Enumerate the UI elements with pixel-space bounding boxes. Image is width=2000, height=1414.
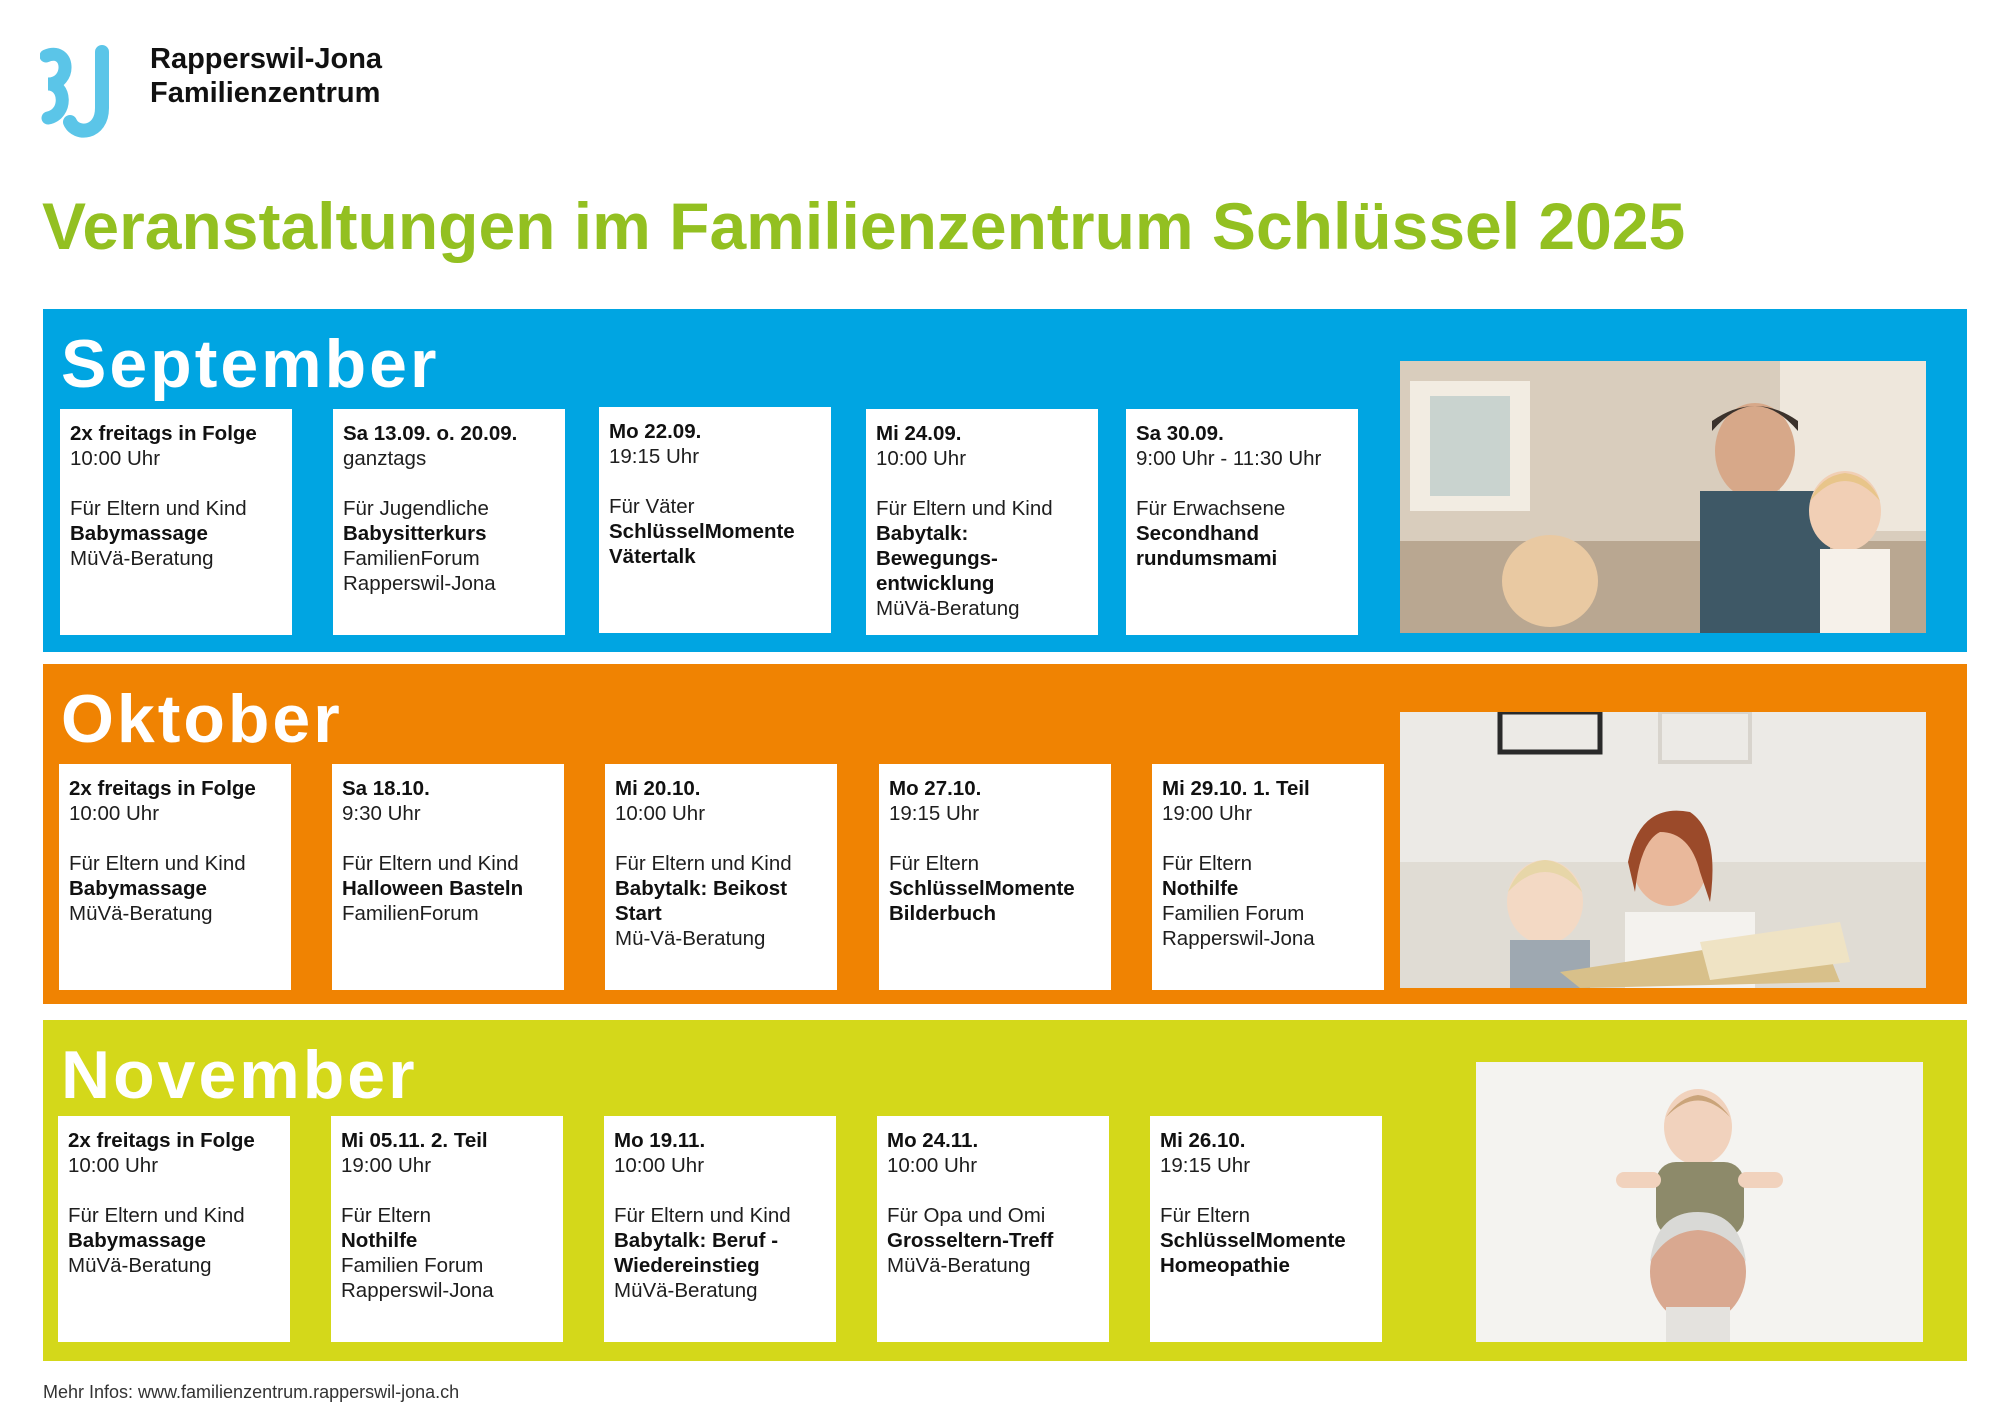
- event-time: 10:00 Uhr: [876, 447, 967, 470]
- event-time: 19:00 Uhr: [341, 1154, 432, 1177]
- event-time: 9:00 Uhr - 11:30 Uhr: [1136, 447, 1322, 470]
- event-date: Mo 22.09.: [609, 420, 702, 443]
- mother-reading-book-photo: [1400, 712, 1926, 988]
- event-time: 19:00 Uhr: [1162, 802, 1253, 825]
- event-date: 2x freitags in Folge: [68, 1129, 255, 1152]
- event-title: Babytalk: Beruf - Wiedereinstieg: [614, 1229, 779, 1277]
- event-time: 10:00 Uhr: [887, 1154, 978, 1177]
- event-title: Halloween Basteln: [342, 877, 524, 900]
- event-host: MüVä-Beratung: [614, 1279, 758, 1302]
- event-audience: Für Eltern und Kind: [70, 497, 247, 520]
- event-time: 10:00 Uhr: [69, 802, 160, 825]
- event-audience: Für Eltern: [889, 852, 979, 875]
- event-date: Mo 19.11.: [614, 1129, 706, 1152]
- event-title: Babytalk: Beikost Start: [615, 877, 788, 925]
- father-feeding-children-photo: [1400, 361, 1926, 633]
- event-time: 19:15 Uhr: [1160, 1154, 1251, 1177]
- event-audience: Für Erwachsene: [1136, 497, 1286, 520]
- event-host: FamilienForum: [343, 547, 480, 570]
- event-date: Mi 29.10. 1. Teil: [1162, 777, 1310, 800]
- event-audience: Für Eltern: [1160, 1204, 1250, 1227]
- month-section-oktober: [43, 664, 1967, 1004]
- event-card: [59, 764, 291, 990]
- event-card: [866, 409, 1098, 635]
- event-audience: Für Eltern und Kind: [69, 852, 246, 875]
- event-date: Sa 30.09.: [1136, 422, 1224, 445]
- event-date: Sa 18.10.: [342, 777, 430, 800]
- event-time: 10:00 Uhr: [614, 1154, 705, 1177]
- event-card: [1152, 764, 1384, 990]
- event-title: SchlüsselMomente Homeopathie: [1160, 1229, 1346, 1277]
- event-title: Babytalk: Bewegungs-entwicklung: [876, 522, 998, 595]
- event-card: [599, 407, 831, 633]
- event-audience: Für Eltern und Kind: [614, 1204, 791, 1227]
- event-time: 10:00 Uhr: [70, 447, 161, 470]
- event-title: SchlüsselMomente Vätertalk: [609, 520, 795, 568]
- event-title: Babysitterkurs: [343, 522, 487, 545]
- event-title: Babymassage: [68, 1229, 206, 1252]
- event-date: 2x freitags in Folge: [69, 777, 256, 800]
- event-card: [877, 1116, 1109, 1342]
- event-time: 19:15 Uhr: [609, 445, 700, 468]
- event-audience: Für Eltern: [341, 1204, 431, 1227]
- event-title: Nothilfe: [1162, 877, 1239, 900]
- event-date: Mi 24.09.: [876, 422, 962, 445]
- event-card: [879, 764, 1111, 990]
- event-host: MüVä-Beratung: [69, 902, 213, 925]
- event-time: 9:30 Uhr: [342, 802, 421, 825]
- event-host-location: Rapperswil-Jona: [341, 1279, 494, 1302]
- month-section-november: [43, 1020, 1967, 1361]
- month-heading: Oktober: [61, 681, 343, 757]
- month-heading: November: [61, 1037, 418, 1113]
- event-audience: Für Eltern und Kind: [68, 1204, 245, 1227]
- month-section-september: [43, 309, 1967, 652]
- event-host: Mü-Vä-Beratung: [615, 927, 766, 950]
- page-title: Veranstaltungen im Familienzentrum Schlüssel 2025: [42, 189, 1686, 263]
- event-host: MüVä-Beratung: [887, 1254, 1031, 1277]
- event-title: Secondhand rundumsmami: [1136, 522, 1278, 570]
- event-time: 19:15 Uhr: [889, 802, 980, 825]
- event-card: [1150, 1116, 1382, 1342]
- event-title: Babymassage: [70, 522, 208, 545]
- footer-info: Mehr Infos: www.familienzentrum.rapperswil-jona.ch: [43, 1382, 460, 1402]
- event-title: Grosseltern-Treff: [887, 1229, 1054, 1252]
- event-audience: Für Eltern und Kind: [876, 497, 1053, 520]
- event-date: Sa 13.09. o. 20.09.: [343, 422, 518, 445]
- event-date: Mo 24.11.: [887, 1129, 979, 1152]
- event-host: Familien Forum: [1162, 902, 1305, 925]
- org-line-2: Familienzentrum: [150, 77, 381, 109]
- event-date: 2x freitags in Folge: [70, 422, 257, 445]
- event-host: FamilienForum: [342, 902, 479, 925]
- event-card: [604, 1116, 836, 1342]
- organization-name: [150, 42, 382, 110]
- event-card: [1126, 409, 1358, 635]
- event-audience: Für Väter: [609, 495, 695, 518]
- month-heading: September: [61, 326, 440, 402]
- event-title: Nothilfe: [341, 1229, 418, 1252]
- event-title: Babymassage: [69, 877, 207, 900]
- event-card: [331, 1116, 563, 1342]
- event-date: Mi 20.10.: [615, 777, 701, 800]
- event-card: [332, 764, 564, 990]
- event-audience: Für Eltern und Kind: [615, 852, 792, 875]
- event-date: Mo 27.10.: [889, 777, 982, 800]
- event-time: ganztags: [343, 447, 427, 470]
- event-title: SchlüsselMomente Bilderbuch: [889, 877, 1075, 925]
- event-host: Familien Forum: [341, 1254, 484, 1277]
- event-time: 10:00 Uhr: [68, 1154, 159, 1177]
- event-audience: Für Eltern und Kind: [342, 852, 519, 875]
- event-audience: Für Eltern: [1162, 852, 1252, 875]
- event-host: MüVä-Beratung: [68, 1254, 212, 1277]
- event-card: [58, 1116, 290, 1342]
- grandfather-with-baby-photo: [1476, 1062, 1923, 1342]
- event-date: Mi 05.11. 2. Teil: [341, 1129, 488, 1152]
- event-card: [333, 409, 565, 635]
- event-audience: Für Opa und Omi: [887, 1204, 1046, 1227]
- event-card: [60, 409, 292, 635]
- event-audience: Für Jugendliche: [343, 497, 489, 520]
- event-date: Mi 26.10.: [1160, 1129, 1246, 1152]
- event-card: [605, 764, 837, 990]
- event-host: MüVä-Beratung: [70, 547, 214, 570]
- event-host-location: Rapperswil-Jona: [343, 572, 496, 595]
- event-host-location: Rapperswil-Jona: [1162, 927, 1315, 950]
- event-host: MüVä-Beratung: [876, 597, 1020, 620]
- org-line-1: Rapperswil-Jona: [150, 43, 383, 75]
- rapperswil-jona-logo-icon: [40, 44, 120, 140]
- event-time: 10:00 Uhr: [615, 802, 706, 825]
